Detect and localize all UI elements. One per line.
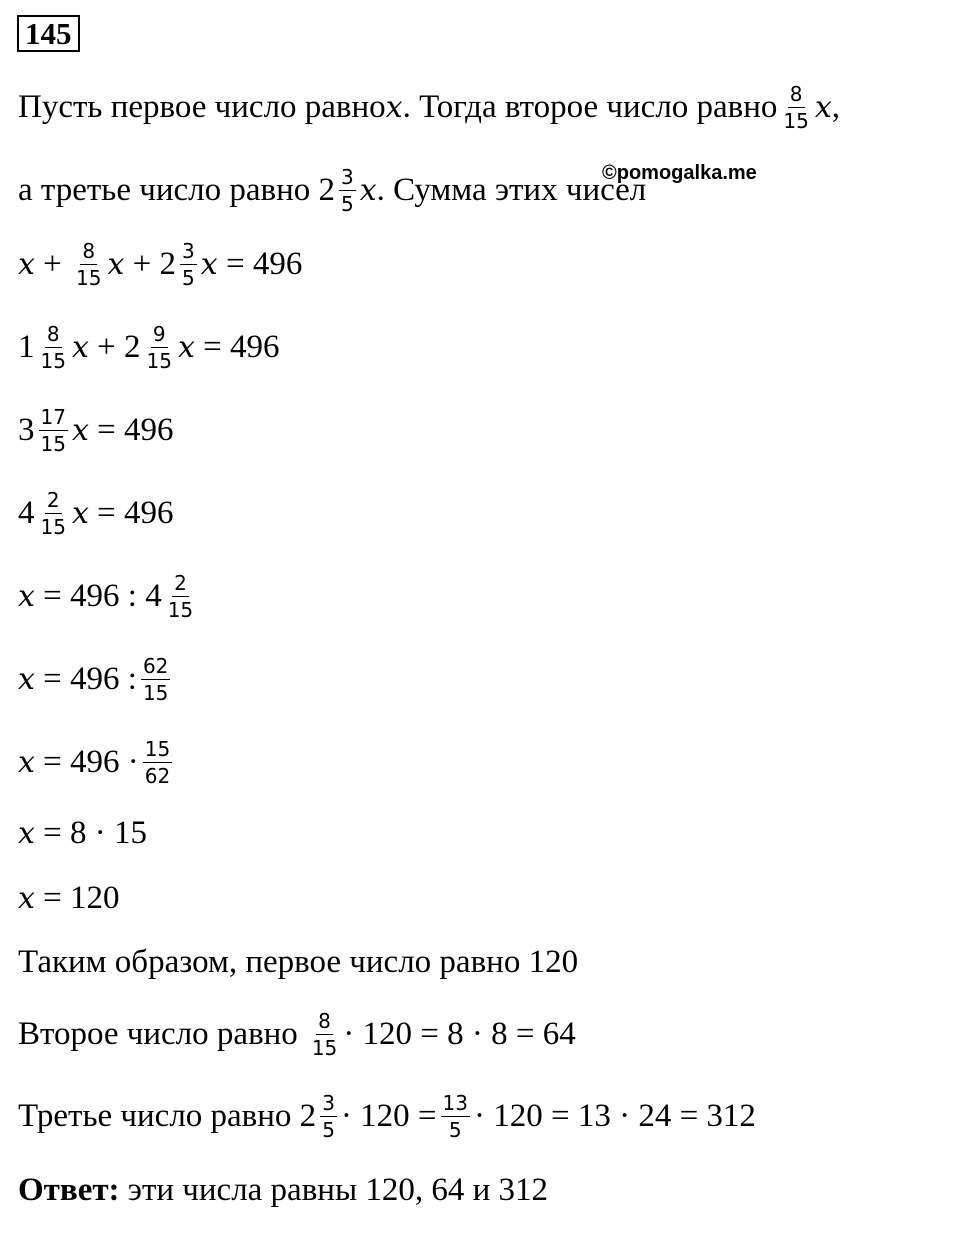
numerator: 62 xyxy=(142,653,169,678)
variable: x xyxy=(814,89,832,125)
denominator: 15 xyxy=(783,108,809,133)
text: · 120 = 13 · 24 = 312 xyxy=(473,1097,756,1134)
numerator: 8 xyxy=(46,321,60,346)
text: а третье число равно 2 xyxy=(18,171,335,208)
text: · 120 = 8 · 8 = 64 xyxy=(343,1015,576,1052)
text: = 496 : 4 xyxy=(34,577,162,614)
denominator: 15 xyxy=(40,348,66,373)
numerator: 3 xyxy=(341,164,354,189)
numerator: 15 xyxy=(144,736,171,761)
third-number-line xyxy=(18,1086,756,1146)
text: = 496 xyxy=(88,411,174,448)
numerator: 2 xyxy=(46,487,60,512)
variable: x xyxy=(177,329,195,365)
denominator: 5 xyxy=(341,191,354,216)
summary-line xyxy=(18,932,578,992)
equation-1 xyxy=(18,234,302,294)
text: 3 xyxy=(18,411,35,448)
watermark: ©pomogalka.me xyxy=(602,162,757,184)
variable: x xyxy=(71,495,89,531)
problem-number: 145 xyxy=(17,15,80,52)
text: + xyxy=(34,245,71,282)
equation-4 xyxy=(18,483,174,543)
denominator: 15 xyxy=(167,597,194,622)
denominator: 15 xyxy=(40,514,66,539)
text: = 120 xyxy=(34,879,120,916)
answer-line xyxy=(18,1160,548,1220)
variable: x xyxy=(200,246,218,282)
variable: x xyxy=(18,661,35,697)
intro-line-1 xyxy=(18,77,840,137)
numerator: 8 xyxy=(789,81,803,106)
text: = 496 xyxy=(88,494,174,531)
fraction xyxy=(143,736,172,788)
numerator: 3 xyxy=(322,1090,335,1115)
variable: x xyxy=(359,172,377,208)
numerator: 9 xyxy=(152,321,166,346)
variable: x xyxy=(18,578,35,614)
answer-text: эти числа равны 120, 64 и 312 xyxy=(119,1171,549,1208)
text: = 496 xyxy=(194,328,280,365)
fraction xyxy=(166,570,195,622)
text: = 496 · xyxy=(34,743,139,780)
denominator: 15 xyxy=(76,265,102,290)
equation-6 xyxy=(18,649,174,709)
variable: x xyxy=(107,246,125,282)
text: Третье число равно 2 xyxy=(18,1097,317,1134)
fraction xyxy=(180,238,197,290)
numerator: 2 xyxy=(174,570,187,595)
fraction xyxy=(141,653,170,705)
equation-8 xyxy=(18,803,147,863)
equation-5 xyxy=(18,566,199,626)
text: . Сумма этих чисел xyxy=(376,171,647,208)
text: 1 xyxy=(18,328,35,365)
numerator: 8 xyxy=(318,1008,331,1033)
fraction xyxy=(39,321,68,373)
denominator: 15 xyxy=(311,1035,338,1060)
numerator: 17 xyxy=(40,404,66,429)
fraction xyxy=(145,321,174,373)
text: Пусть первое число равно xyxy=(18,88,386,125)
text: = 496 xyxy=(217,245,303,282)
variable: x xyxy=(18,815,35,851)
text: = 8 · 15 xyxy=(34,814,148,851)
variable: x xyxy=(18,880,35,916)
variable: x xyxy=(71,412,89,448)
text: = 496 : xyxy=(34,660,137,697)
fraction xyxy=(74,238,103,290)
denominator: 5 xyxy=(322,1117,335,1142)
equation-2 xyxy=(18,317,280,377)
fraction xyxy=(781,81,810,133)
equation-9 xyxy=(18,868,120,928)
numerator: 8 xyxy=(82,238,96,263)
variable: x xyxy=(385,89,403,125)
equation-7 xyxy=(18,732,176,792)
denominator: 5 xyxy=(182,265,195,290)
variable: x xyxy=(71,329,89,365)
numerator: 13 xyxy=(442,1090,468,1115)
denominator: 62 xyxy=(144,763,171,788)
second-number-line xyxy=(18,1004,576,1064)
variable: x xyxy=(18,744,35,780)
intro-line-2 xyxy=(18,160,646,220)
numerator: 3 xyxy=(182,238,195,263)
text: Таким образом, первое число равно 120 xyxy=(18,943,579,980)
fraction xyxy=(39,487,68,539)
denominator: 15 xyxy=(142,680,169,705)
denominator: 15 xyxy=(146,348,172,373)
fraction xyxy=(310,1008,339,1060)
fraction xyxy=(339,164,356,216)
answer-label: Ответ: xyxy=(18,1171,120,1208)
fraction xyxy=(320,1090,337,1142)
text: + 2 xyxy=(124,245,177,282)
denominator: 15 xyxy=(40,431,66,456)
fraction xyxy=(441,1090,470,1142)
denominator: 5 xyxy=(448,1117,462,1142)
text: . Тогда второе число равно xyxy=(402,88,778,125)
fraction xyxy=(39,404,68,456)
text: Второе число равно xyxy=(18,1015,298,1052)
equation-3 xyxy=(18,400,174,460)
text: + 2 xyxy=(88,328,141,365)
text: , xyxy=(831,88,841,125)
variable: x xyxy=(18,246,35,282)
text: 4 xyxy=(18,494,35,531)
text: · 120 = xyxy=(340,1097,437,1134)
